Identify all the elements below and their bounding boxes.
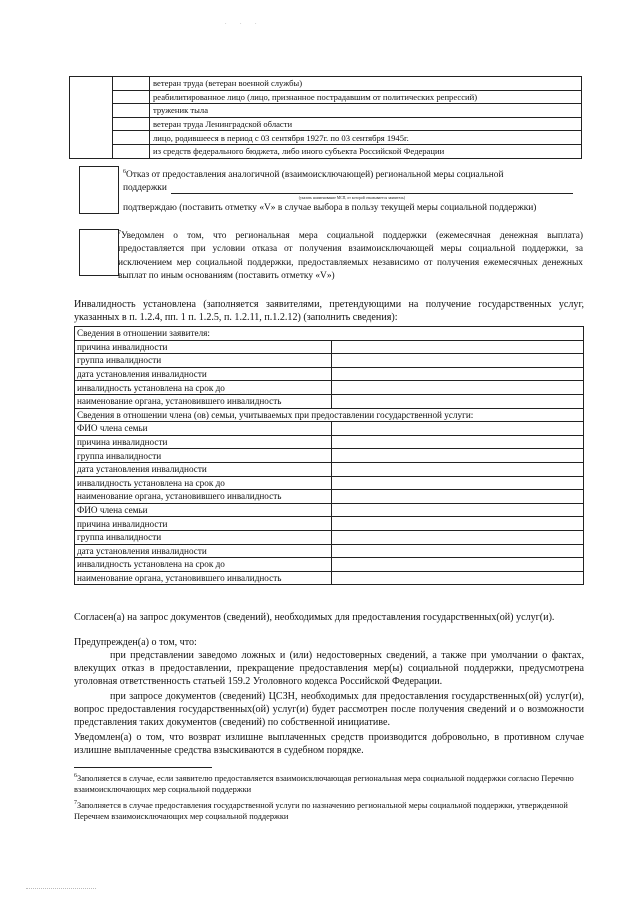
category-row (70, 131, 582, 145)
category-table (69, 76, 582, 159)
category-label: лицо, родившееся в период с 03 сентября 1927г. по 03 сентября 1945г. (150, 131, 582, 145)
disability-intro: Инвалидность установлена (заполняется заявителями, претендующими на получение государственных услуг, указанных в п. 1.2.4, пп. 1 п. 1.2.5, п. 1.2.11, п.1.2.12) (заполнить сведения): (74, 299, 584, 324)
footnote-7: $^7$Заполняется в случае предоставления государственной услуги по назначению региональной меры социальной поддержки, утвержденной Перечнем взаимоисключающих мер социальной поддержки (74, 800, 568, 822)
family-header: Сведения в отношении члена (ов) семьи, учитываемых при предоставлении государственной услуги: (75, 408, 584, 422)
warned-text: Предупрежден(а) о том, что: (74, 637, 197, 648)
value-cell[interactable] (332, 490, 584, 504)
value-cell[interactable] (332, 476, 584, 490)
family-field-label: инвалидность установлена на срок до (75, 476, 332, 490)
value-cell[interactable] (332, 530, 584, 544)
notice-block: $^7$Уведомлен о том, что региональная мера социальной поддержки (ежемесячная денежная выплата) предоставляется при условии отказа от получения взаимоисключающей меры социальной поддержки, за исключением мер социальной поддержки, предоставляемых независимо от получения ежемесячных денежных выплат по иным основаниям (поставить отметку «V») (118, 230, 583, 281)
notice-checkbox[interactable] (79, 229, 119, 276)
category-blank-cell (70, 77, 113, 159)
table-row (75, 340, 584, 354)
category-label: ветеран труда Ленинградской области (150, 117, 582, 131)
value-cell[interactable] (332, 462, 584, 476)
value-cell[interactable] (332, 449, 584, 463)
category-checkbox-cell[interactable] (113, 144, 150, 158)
footnote-6: $^6$Заполняется в случае, если заявителю предоставляется взаимоисключающая региональная мера социальной поддержки согласно Перечню взаимоисключающих мер социальной поддержки (74, 773, 574, 795)
family-field-label: дата установления инвалидности (75, 462, 332, 476)
category-checkbox-cell[interactable] (113, 104, 150, 118)
refusal-hint: (указать наименование МСП, от которой отказывается заявитель) (298, 195, 406, 200)
refusal-line2: поддержки (123, 183, 167, 194)
category-label: из средств федерального бюджета, либо иного субъекта Российской Федерации (150, 144, 582, 158)
value-cell[interactable] (332, 394, 584, 408)
category-checkbox-cell[interactable] (113, 77, 150, 91)
footnote-rule (74, 767, 212, 768)
table-row (75, 490, 584, 504)
applicant-field-label: причина инвалидности (75, 340, 332, 354)
table-row (75, 544, 584, 558)
refusal-checkbox[interactable] (79, 166, 119, 214)
table-row (75, 571, 584, 585)
disability-table (74, 326, 584, 585)
bottom-scan-line (26, 888, 96, 889)
table-row (75, 449, 584, 463)
refusal-line1: Отказ от предоставления аналогичной (взаимоисключающей) региональной меры социальной (126, 170, 504, 181)
value-cell[interactable] (332, 340, 584, 354)
scan-marks: . . . (225, 20, 263, 26)
table-row (75, 462, 584, 476)
applicant-field-label: группа инвалидности (75, 354, 332, 368)
applicant-field-label: дата установления инвалидности (75, 367, 332, 381)
table-row (75, 381, 584, 395)
warning-1: при представлении заведомо ложных и (или) недостоверных сведений, а также при умолчании о фактах, влекущих отказ в предоставлении, прекращение предоставления мер(ы) социальной поддержки, предусмотрена уголовная ответственность статьей 159.2 Уголовного кодекса Российской Федерации. (74, 650, 584, 688)
category-row (70, 104, 582, 118)
value-cell[interactable] (332, 381, 584, 395)
applicant-field-label: инвалидность установлена на срок до (75, 381, 332, 395)
applicant-field-label: наименование органа, установившего инвалидность (75, 394, 332, 408)
family-field-label: наименование органа, установившего инвалидность (75, 490, 332, 504)
family-field-label: инвалидность установлена на срок до (75, 558, 332, 572)
category-row (70, 144, 582, 158)
category-checkbox-cell[interactable] (113, 117, 150, 131)
family-field-label: причина инвалидности (75, 435, 332, 449)
category-row (70, 90, 582, 104)
category-checkbox-cell[interactable] (113, 90, 150, 104)
value-cell[interactable] (332, 544, 584, 558)
value-cell[interactable] (332, 354, 584, 368)
agreement-text: Согласен(а) на запрос документов (сведений), необходимых для предоставления государственных(ой) услуг(и). (74, 612, 555, 623)
table-row (75, 530, 584, 544)
family-field-label: группа инвалидности (75, 449, 332, 463)
table-row (75, 558, 584, 572)
table-row (75, 367, 584, 381)
category-label: реабилитированное лицо (лицо, признанное пострадавшим от политических репрессий) (150, 90, 582, 104)
value-cell[interactable] (332, 503, 584, 517)
value-cell[interactable] (332, 517, 584, 531)
family-field-label: наименование органа, установившего инвалидность (75, 571, 332, 585)
value-cell[interactable] (332, 558, 584, 572)
category-label: ветеран труда (ветеран военной службы) (150, 77, 582, 91)
family-field-label: дата установления инвалидности (75, 544, 332, 558)
family-field-label: причина инвалидности (75, 517, 332, 531)
warning-2: при запросе документов (сведений) ЦСЗН, необходимых для предоставления государственных(ой) услуг(и), вопрос предоставления государственных(ой) услуг(и) будет рассмотрен после получения сведений и о возможности представления таких документов (сведений) по собственной инициативе. (74, 691, 584, 729)
table-row (75, 354, 584, 368)
refusal-line3: подтверждаю (поставить отметку «V» в случае выбора в пользу текущей меры социальной поддержки) (123, 202, 537, 213)
applicant-header: Сведения в отношении заявителя: (75, 327, 584, 341)
value-cell[interactable] (332, 571, 584, 585)
category-row (70, 77, 582, 91)
family-field-label: группа инвалидности (75, 530, 332, 544)
value-cell[interactable] (332, 435, 584, 449)
family-field-label: ФИО члена семьи (75, 422, 332, 436)
table-row (75, 517, 584, 531)
category-checkbox-cell[interactable] (113, 131, 150, 145)
category-label: труженик тыла (150, 104, 582, 118)
value-cell[interactable] (332, 367, 584, 381)
refusal-block: $^6$Отказ от предоставления аналогичной (взаимоисключающей) региональной меры социальной поддержки (указать наименование МСП, от которой отказывается заявитель) подтверждаю (поставить отметку «V» в случае выбора в пользу текущей меры социальной поддержки) (123, 166, 581, 215)
notice-text: Уведомлен о том, что региональная мера социальной поддержки (ежемесячная денежная выплата) предоставляется при условии отказа от получения взаимоисключающей меры социальной поддержки, за исключением мер социальной поддержки, предоставляемых независимо от получения ежемесячных денежных выплат по иным основаниям (поставить отметку «V») (118, 231, 583, 281)
table-row (75, 422, 584, 436)
table-row (75, 435, 584, 449)
table-row (75, 503, 584, 517)
family-field-label: ФИО члена семьи (75, 503, 332, 517)
table-row (75, 394, 584, 408)
table-row (75, 476, 584, 490)
value-cell[interactable] (332, 422, 584, 436)
category-row (70, 117, 582, 131)
notified-text: Уведомлен(а) о том, что возврат излишне выплаченных средств производится добровольно, в противном случае излишне выплаченные средства взыскиваются в судебном порядке. (74, 732, 584, 757)
